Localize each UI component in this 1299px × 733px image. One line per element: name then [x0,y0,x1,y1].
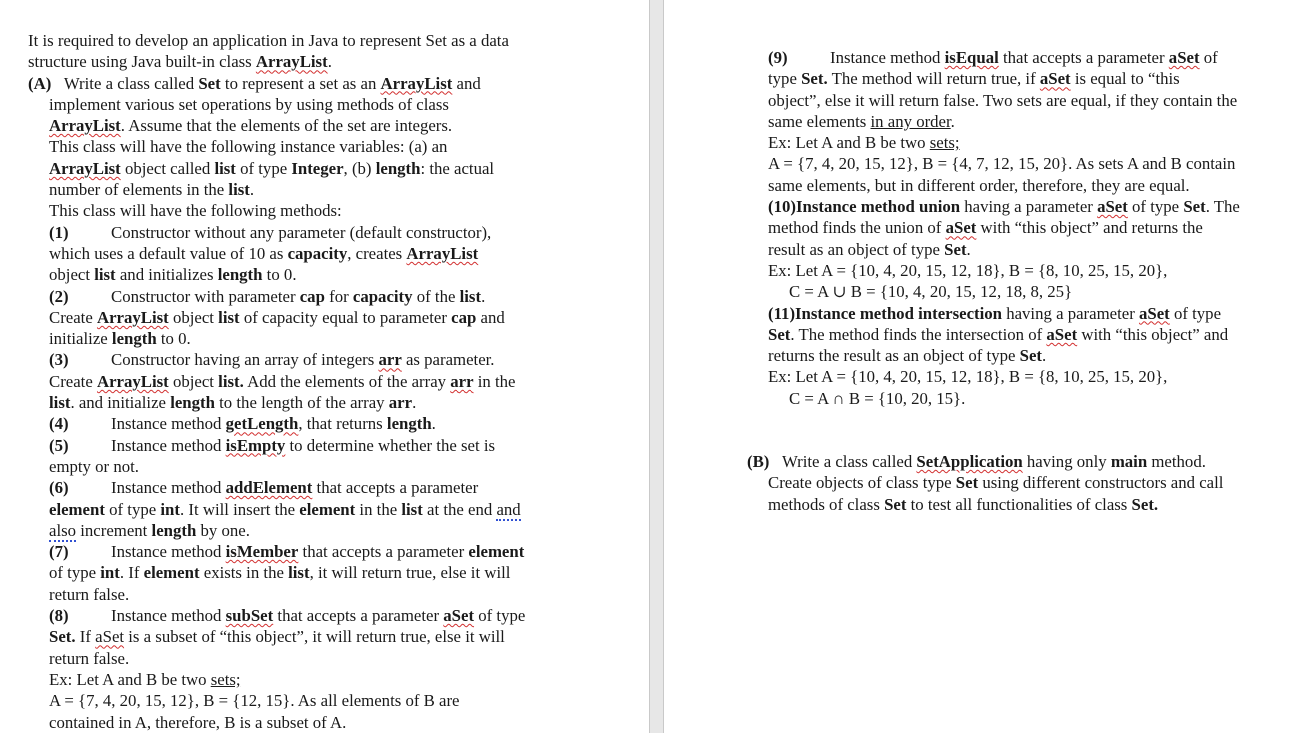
method-3: (3) Constructor having an array of integers arr as parameter. [49,350,495,370]
example-line: contained in A, therefore, B is a subset of A. [49,712,347,732]
text-line: returns the result as an object of type Set. [768,346,1047,366]
text-line: initialize length to 0. [49,329,191,349]
method-1: (1) Constructor without any parameter (default constructor), [49,222,492,242]
text-line: Create ArrayList object list of capacity equal to parameter cap and [49,307,505,327]
method-2: (2) Constructor with parameter cap for capacity of the list. [49,286,486,306]
text-line: Create ArrayList object list. Add the elements of the array arr in the [49,371,516,391]
example-line: C = A ∩ B = {10, 20, 15}. [789,388,966,408]
text-line: ArrayList. Assume that the elements of the set are integers. [49,116,453,136]
text-line: type Set. The method will return true, if aSet is equal to “this [768,69,1180,89]
text-line: result as an object of type Set. [768,239,971,259]
example-line: Ex: Let A and B be two sets; [49,669,241,689]
text-line: method finds the union of aSet with “this object” and returns the [768,218,1203,238]
text-line: Set. If aSet is a subset of “this object”, it will return true, else it will [49,627,505,647]
example-line: Ex: Let A = {10, 4, 20, 15, 12, 18}, B = {8, 10, 25, 15, 20}, [768,260,1168,280]
method-6: (6) Instance method addElement that accepts a parameter [49,478,479,498]
example-line: A = {7, 4, 20, 15, 12}, B = {12, 15}. As all elements of B are [49,691,460,711]
text-line: also increment length by one. [49,520,250,540]
right-column-text [747,47,1293,515]
example-line: C = A ∪ B = {10, 4, 20, 15, 12, 18, 8, 25} [789,282,1073,302]
text-line: list. and initialize length to the length of the array arr. [49,393,417,413]
text-line: object”, else it will return false. Two sets are equal, if they contain the [768,90,1238,110]
example-line: Ex: Let A = {10, 4, 20, 15, 12, 18}, B = {8, 10, 25, 15, 20}, [768,367,1168,387]
text-line: implement various set operations by using methods of class [49,94,449,114]
text-line: of type int. If element exists in the list, it will return true, else it will [49,563,511,583]
text-line: return false. [49,584,130,604]
part-b-heading: (B) Write a class called SetApplication having only main method. [747,452,1206,472]
method-4: (4) Instance method getLength, that returns length. [49,414,436,434]
text-line: It is required to develop an application in Java to represent Set as a data [28,31,509,50]
text-line: object list and initializes length to 0. [49,265,297,285]
example-line: Ex: Let A and B be two sets; [768,133,960,153]
text-line: structure using Java built-in class ArrayList. [28,52,332,72]
example-line: same elements, but in different order, therefore, they are equal. [768,175,1190,195]
method-9: (9) Instance method isEqual that accepts a parameter aSet of [768,48,1218,67]
example-line: A = {7, 4, 20, 15, 12}, B = {4, 7, 12, 15, 20}. As sets A and B contain [768,154,1236,174]
text-line: return false. [49,648,130,668]
text-line: empty or not. [49,456,139,476]
method-5: (5) Instance method isEmpty to determine whether the set is [49,435,496,455]
spacer [768,409,1293,451]
text-line: number of elements in the list. [49,180,255,200]
text-line: This class will have the following methods: [49,201,342,221]
part-a-heading: (A) Write a class called Set to represent a set as an ArrayList and [28,73,481,93]
text-line: which uses a default value of 10 as capacity, creates ArrayList [49,243,479,263]
method-10: (10)Instance method union having a parameter aSet of type Set. The [768,197,1240,217]
text-line: Create objects of class type Set using different constructors and call [768,473,1224,493]
method-8: (8) Instance method subSet that accepts a parameter aSet of type [49,606,526,626]
text-line: ArrayList object called list of type Integer, (b) length: the actual [49,158,495,178]
text-line: element of type int. It will insert the element in the list at the end and [49,499,521,519]
text-line: same elements in any order. [768,111,955,131]
method-7: (7) Instance method isMember that accepts a parameter element [49,542,525,562]
method-11: (11)Instance method intersection having a parameter aSet of type [768,303,1222,323]
text-line: Set. The method finds the intersection of aSet with “this object” and [768,324,1229,344]
text-line: This class will have the following instance variables: (a) an [49,137,448,157]
left-column-text [28,30,588,733]
text-line: methods of class Set to test all functionalities of class Set. [768,494,1159,514]
page-gutter [649,0,664,733]
